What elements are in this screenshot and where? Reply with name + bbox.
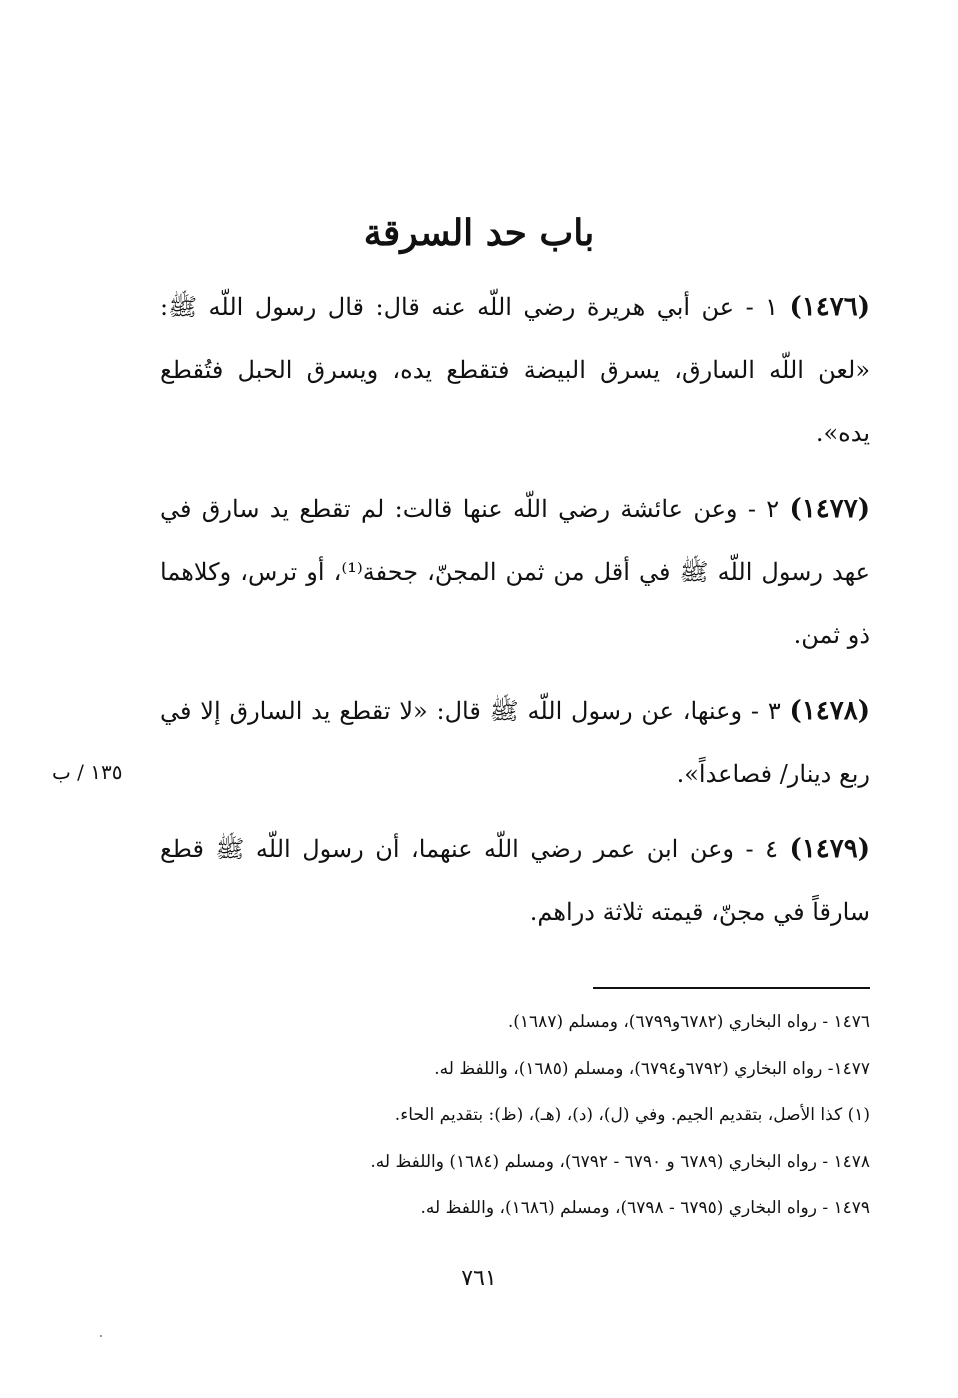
footnote-1477: ١٤٧٧- رواه البخاري (٦٧٩٢و٦٧٩٤)، ومسلم (١٦٨٥)، واللفظ له.: [434, 1059, 870, 1079]
hadith-number: (١٤٧٨): [789, 696, 870, 726]
hadith-number: (١٤٧٧): [789, 494, 870, 524]
manuscript-folio-note: ١٣٥ / ب: [52, 760, 123, 784]
hadith-text: ١ - عن أبي هريرة رضي اللّه عنه قال: قال رسول اللّه ﷺ: «لعن اللّه السارق، يسرق البيضة فتقطع يده، ويسرق الحبل فتُقطع يده».: [160, 293, 870, 447]
hadith-1477: [160, 478, 870, 667]
chapter-title: باب حد السرقة: [363, 212, 595, 254]
hadith-text: ٤ - وعن ابن عمر رضي اللّه عنهما، أن رسول اللّه ﷺ قطع سارقاً في مجنّ، قيمته ثلاثة دراهم.: [160, 835, 870, 926]
page-number: ٧٦١: [461, 1266, 497, 1291]
hadith-text: ٢ - وعن عائشة رضي اللّه عنها قالت: لم تقطع يد سارق في عهد رسول اللّه ﷺ في أقل من ثمن المجنّ، جحفة⁽¹⁾، أو ترس، وكلاهما ذو ثمن.: [160, 495, 870, 649]
footnote-separator: [593, 987, 870, 989]
hadith-number: (١٤٧٦): [789, 292, 870, 322]
hadith-text: ٣ - وعنها، عن رسول اللّه ﷺ قال: «لا تقطع يد السارق إلا في ربع دينار/ فصاعداً».: [160, 697, 870, 788]
footnote-1478: ١٤٧٨ - رواه البخاري (٦٧٨٩ و ٦٧٩٠ - ٦٧٩٢)، ومسلم (١٦٨٤) واللفظ له.: [370, 1152, 870, 1172]
hadith-1479: [160, 818, 870, 944]
hadith-1478: [160, 680, 870, 806]
footnote-variant-note: (١) كذا الأصل، بتقديم الجيم. وفي (ل)، (د)، (هـ)، (ظ): بتقديم الحاء.: [394, 1105, 870, 1125]
hadith-1476: [160, 276, 870, 465]
hadith-number: (١٤٧٩): [789, 834, 870, 864]
footnote-1476: ١٤٧٦ - رواه البخاري (٦٧٨٢و٦٧٩٩)، ومسلم (١٦٨٧).: [507, 1012, 870, 1032]
scan-speck: [100, 1335, 102, 1337]
footnote-1479: ١٤٧٩ - رواه البخاري (٦٧٩٥ - ٦٧٩٨)، ومسلم (١٦٨٦)، واللفظ له.: [420, 1198, 870, 1218]
